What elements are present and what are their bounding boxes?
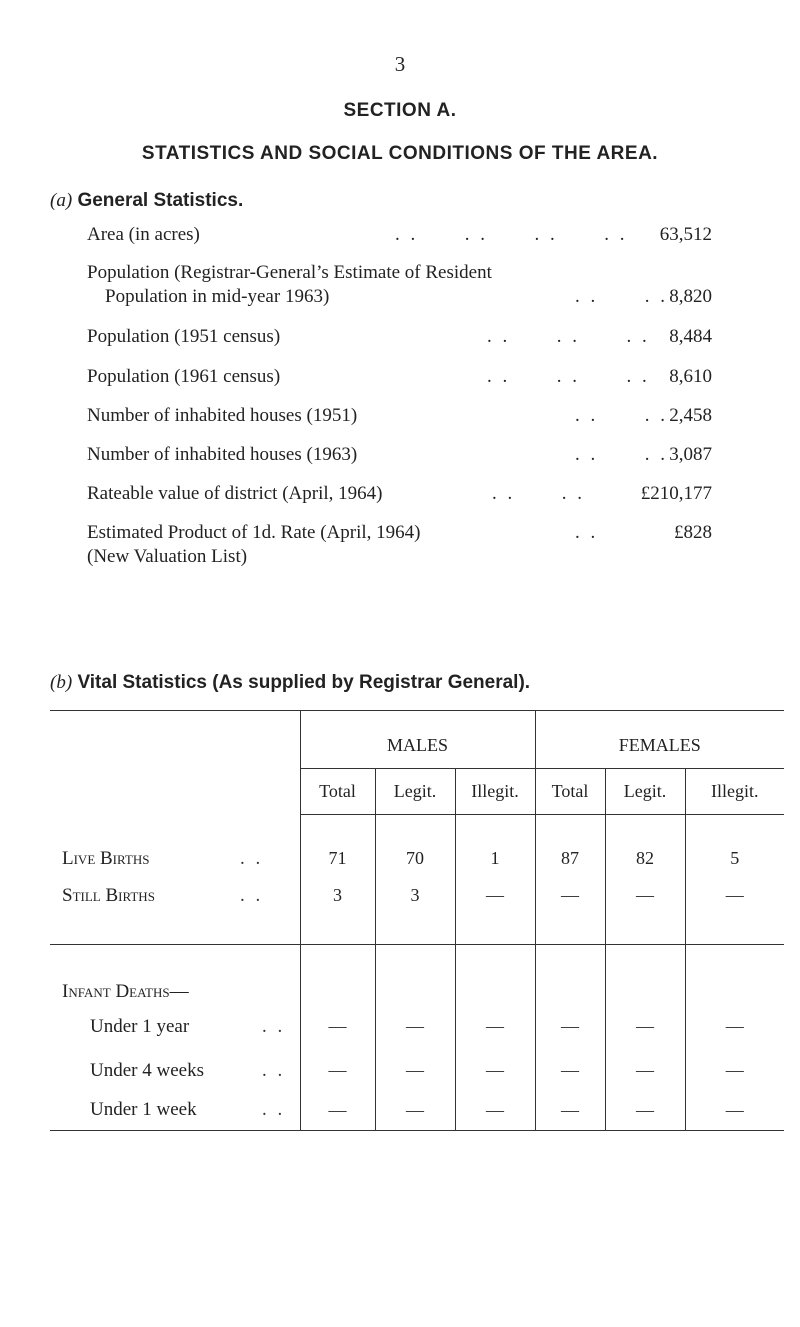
table-cell: 5 — [685, 841, 784, 877]
column-header: Legit. — [375, 769, 455, 815]
leader-dots: . . — [240, 884, 264, 906]
vital-statistics-table — [50, 710, 784, 1131]
table-cell: — — [300, 1091, 375, 1131]
stat-rate-product: Estimated Product of 1d. Rate (April, 1964) (New Valuation List) . . £828 — [87, 522, 712, 567]
stat-label: Population (Registrar-General’s Estimate of Resident — [87, 262, 492, 283]
infant-deaths-heading: Infant Deaths— — [62, 980, 189, 1002]
table-cell: — — [455, 1091, 535, 1131]
table-cell: — — [685, 1051, 784, 1091]
table-cell: — — [605, 1051, 685, 1091]
table-cell: — — [535, 877, 605, 915]
stat-houses-1963: Number of inhabited houses (1963) . . . . 3,087 — [87, 444, 712, 465]
stat-value: £828 — [674, 522, 712, 543]
stat-value: 2,458 — [669, 405, 712, 426]
leader-dots: . . — [262, 1059, 286, 1081]
stat-value: 3,087 — [669, 444, 712, 465]
table-row — [50, 1003, 784, 1051]
table-cell: — — [455, 1003, 535, 1051]
table-cell: — — [455, 877, 535, 915]
table-cell: 70 — [375, 841, 455, 877]
table-cell: — — [375, 1003, 455, 1051]
stat-houses-1951: Number of inhabited houses (1951) . . . . 2,458 — [87, 405, 712, 426]
row-label: Under 1 year — [90, 1015, 190, 1037]
stat-value: 8,610 — [669, 366, 712, 387]
table-cell: 82 — [605, 841, 685, 877]
page-number: 3 — [394, 52, 406, 76]
table-cell: 71 — [300, 841, 375, 877]
table-cell: — — [605, 1003, 685, 1051]
stat-label: Population (1951 census) — [87, 326, 281, 347]
stat-label-continued: Population in mid-year 1963) — [105, 286, 330, 307]
stat-population-1951: Population (1951 census) . . . . . . 8,484 — [87, 326, 712, 347]
table-cell: 87 — [535, 841, 605, 877]
table-cell: — — [375, 1091, 455, 1131]
column-header: Legit. — [605, 769, 685, 815]
general-statistics-heading — [50, 190, 243, 212]
stat-label: Area (in acres) — [87, 224, 200, 245]
section-subtitle: STATISTICS AND SOCIAL CONDITIONS OF THE AREA. — [141, 143, 659, 164]
general-heading-text: General Statistics. — [77, 190, 244, 211]
vital-statistics-heading — [50, 672, 530, 694]
stat-value: £210,177 — [640, 483, 712, 504]
table-row — [50, 1091, 784, 1131]
table-cell: — — [685, 1003, 784, 1051]
stat-value: 8,820 — [669, 286, 712, 307]
table-cell: 3 — [300, 877, 375, 915]
column-header: Illegit. — [685, 769, 784, 815]
leader-dots: . . — [262, 1015, 286, 1037]
infant-deaths-heading-row — [50, 945, 784, 1003]
stat-population-1961: Population (1961 census) . . . . . . 8,610 — [87, 366, 712, 387]
table-cell: — — [300, 1051, 375, 1091]
row-label: Under 1 week — [90, 1099, 197, 1121]
table-cell: 3 — [375, 877, 455, 915]
table-cell: 1 — [455, 841, 535, 877]
stat-label: Estimated Product of 1d. Rate (April, 1964) — [87, 522, 421, 543]
row-label: Under 4 weeks — [90, 1059, 204, 1081]
table-cell: — — [685, 877, 784, 915]
stat-label: Rateable value of district (April, 1964) — [87, 483, 383, 504]
stat-value: 8,484 — [669, 326, 712, 347]
table-cell: — — [375, 1051, 455, 1091]
stat-area: Area (in acres) . . . . . . . . 63,512 — [87, 224, 712, 245]
table-row — [50, 877, 784, 915]
table-cell: — — [605, 1091, 685, 1131]
vital-letter: (b) — [50, 672, 73, 693]
column-header: Total — [300, 769, 375, 815]
table-row — [50, 1051, 784, 1091]
section-title: SECTION A. — [343, 100, 457, 121]
leader-dots: . . — [262, 1099, 286, 1121]
vital-heading-text: Vital Statistics (As supplied by Registrar General). — [77, 672, 531, 693]
stat-value: 63,512 — [659, 224, 712, 245]
column-header: Illegit. — [455, 769, 535, 815]
table-cell: — — [685, 1091, 784, 1131]
table-cell: — — [300, 1003, 375, 1051]
row-label: Live Births — [62, 847, 150, 869]
table-cell: — — [535, 1051, 605, 1091]
females-header: FEMALES — [535, 711, 784, 769]
table-cell: — — [535, 1003, 605, 1051]
table-cell: — — [535, 1091, 605, 1131]
leader-dots: . . — [240, 847, 264, 869]
table-row — [50, 841, 784, 877]
stat-label: Number of inhabited houses (1963) — [87, 444, 358, 465]
stat-rateable-value: Rateable value of district (April, 1964) . . . . £210,177 — [87, 483, 712, 504]
stat-label-continued: (New Valuation List) — [87, 546, 248, 567]
stat-label: Number of inhabited houses (1951) — [87, 405, 358, 426]
table-cell: — — [605, 877, 685, 915]
stat-label: Population (1961 census) — [87, 366, 281, 387]
males-header: MALES — [300, 711, 535, 769]
column-header: Total — [535, 769, 605, 815]
stat-population-estimate: Population (Registrar-General’s Estimate of Resident Population in mid-year 1963) . . . . 8,820 — [87, 262, 712, 307]
general-letter: (a) — [50, 190, 73, 211]
table-cell: — — [455, 1051, 535, 1091]
row-label: Still Births — [62, 884, 155, 906]
